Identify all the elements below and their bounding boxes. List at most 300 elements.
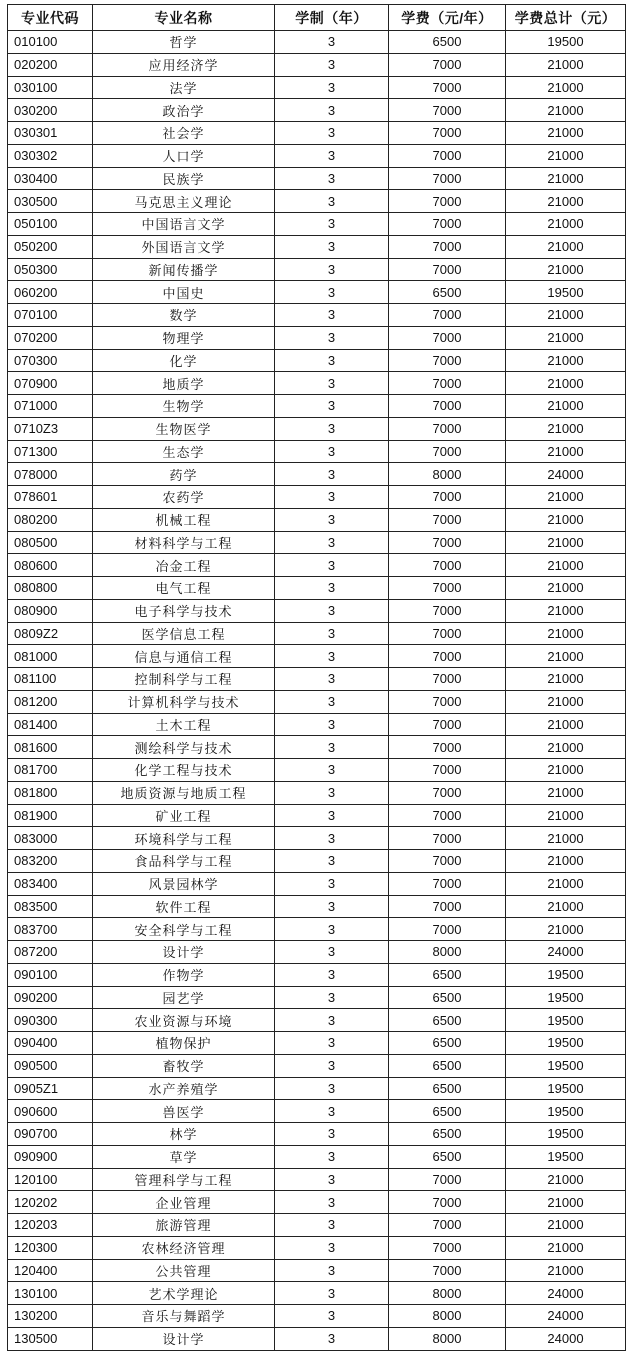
cell-tuition-per-year: 7000: [389, 99, 506, 122]
cell-major-code: 081600: [8, 736, 93, 759]
table-row: [8, 167, 626, 190]
cell-major-code: 120300: [8, 1236, 93, 1259]
cell-tuition-total: 24000: [506, 463, 626, 486]
table-row: [8, 827, 626, 850]
cell-tuition-total: 21000: [506, 668, 626, 691]
cell-tuition-per-year: 7000: [389, 645, 506, 668]
cell-major-code: 0809Z2: [8, 622, 93, 645]
table-row: [8, 713, 626, 736]
cell-tuition-per-year: 8000: [389, 1305, 506, 1328]
cell-major-code: 090500: [8, 1054, 93, 1077]
cell-duration: 3: [275, 668, 389, 691]
table-row: [8, 1145, 626, 1168]
cell-tuition-per-year: 7000: [389, 827, 506, 850]
cell-duration: 3: [275, 872, 389, 895]
cell-major-name: 地质资源与地质工程: [93, 781, 275, 804]
cell-major-code: 120203: [8, 1214, 93, 1237]
cell-tuition-total: 19500: [506, 1077, 626, 1100]
table-row: [8, 1123, 626, 1146]
cell-tuition-total: 21000: [506, 213, 626, 236]
cell-major-code: 090200: [8, 986, 93, 1009]
cell-duration: 3: [275, 440, 389, 463]
cell-major-code: 081700: [8, 759, 93, 782]
cell-tuition-per-year: 7000: [389, 372, 506, 395]
table-row: [8, 577, 626, 600]
cell-tuition-per-year: 7000: [389, 349, 506, 372]
table-row: [8, 1009, 626, 1032]
cell-duration: 3: [275, 918, 389, 941]
cell-tuition-total: 21000: [506, 508, 626, 531]
cell-major-code: 081100: [8, 668, 93, 691]
cell-major-code: 090900: [8, 1145, 93, 1168]
cell-tuition-total: 21000: [506, 577, 626, 600]
cell-major-name: 应用经济学: [93, 53, 275, 76]
table-row: [8, 99, 626, 122]
table-row: [8, 895, 626, 918]
table-row: [8, 1054, 626, 1077]
cell-tuition-total: 24000: [506, 1305, 626, 1328]
table-body: [8, 31, 626, 1351]
cell-major-code: 080600: [8, 554, 93, 577]
table-row: [8, 304, 626, 327]
cell-major-name: 电气工程: [93, 577, 275, 600]
cell-tuition-total: 21000: [506, 918, 626, 941]
cell-tuition-total: 21000: [506, 486, 626, 509]
cell-major-code: 090300: [8, 1009, 93, 1032]
table-row: [8, 622, 626, 645]
table-row: [8, 281, 626, 304]
cell-tuition-total: 19500: [506, 281, 626, 304]
cell-major-code: 020200: [8, 53, 93, 76]
cell-tuition-total: 19500: [506, 1009, 626, 1032]
cell-major-code: 070200: [8, 326, 93, 349]
cell-tuition-total: 19500: [506, 1032, 626, 1055]
cell-tuition-total: 21000: [506, 326, 626, 349]
table-row: [8, 1282, 626, 1305]
cell-duration: 3: [275, 1123, 389, 1146]
table-row: [8, 53, 626, 76]
cell-major-code: 081900: [8, 804, 93, 827]
cell-major-code: 010100: [8, 31, 93, 54]
cell-tuition-total: 21000: [506, 759, 626, 782]
table-row: [8, 395, 626, 418]
cell-major-code: 078000: [8, 463, 93, 486]
cell-major-name: 生物学: [93, 395, 275, 418]
cell-tuition-per-year: 7000: [389, 690, 506, 713]
cell-major-name: 企业管理: [93, 1191, 275, 1214]
cell-duration: 3: [275, 577, 389, 600]
table-row: [8, 372, 626, 395]
cell-duration: 3: [275, 508, 389, 531]
header-major-name: 专业名称: [93, 5, 275, 31]
cell-duration: 3: [275, 1077, 389, 1100]
cell-major-name: 作物学: [93, 963, 275, 986]
cell-major-name: 机械工程: [93, 508, 275, 531]
cell-duration: 3: [275, 963, 389, 986]
cell-duration: 3: [275, 31, 389, 54]
cell-duration: 3: [275, 827, 389, 850]
header-major-code: 专业代码: [8, 5, 93, 31]
cell-major-name: 社会学: [93, 122, 275, 145]
cell-tuition-per-year: 6500: [389, 1054, 506, 1077]
cell-duration: 3: [275, 144, 389, 167]
cell-tuition-per-year: 6500: [389, 31, 506, 54]
cell-tuition-total: 21000: [506, 53, 626, 76]
cell-major-name: 草学: [93, 1145, 275, 1168]
cell-duration: 3: [275, 645, 389, 668]
cell-tuition-per-year: 6500: [389, 963, 506, 986]
cell-duration: 3: [275, 349, 389, 372]
table-row: [8, 1032, 626, 1055]
cell-tuition-total: 21000: [506, 440, 626, 463]
cell-major-code: 120202: [8, 1191, 93, 1214]
cell-major-name: 植物保护: [93, 1032, 275, 1055]
cell-tuition-per-year: 7000: [389, 554, 506, 577]
cell-tuition-total: 21000: [506, 372, 626, 395]
cell-tuition-per-year: 7000: [389, 599, 506, 622]
cell-tuition-per-year: 7000: [389, 304, 506, 327]
cell-major-name: 管理科学与工程: [93, 1168, 275, 1191]
table-row: [8, 122, 626, 145]
cell-tuition-per-year: 7000: [389, 167, 506, 190]
table-row: [8, 486, 626, 509]
table-row: [8, 690, 626, 713]
cell-tuition-total: 21000: [506, 850, 626, 873]
table-row: [8, 850, 626, 873]
cell-duration: 3: [275, 463, 389, 486]
table-row: [8, 759, 626, 782]
table-row: [8, 645, 626, 668]
cell-tuition-per-year: 7000: [389, 76, 506, 99]
table-row: [8, 963, 626, 986]
cell-major-name: 人口学: [93, 144, 275, 167]
table-row: [8, 1327, 626, 1350]
cell-major-code: 090700: [8, 1123, 93, 1146]
cell-tuition-total: 19500: [506, 1100, 626, 1123]
cell-tuition-per-year: 7000: [389, 850, 506, 873]
header-tuition-total: 学费总计（元）: [506, 5, 626, 31]
cell-duration: 3: [275, 554, 389, 577]
cell-major-code: 081400: [8, 713, 93, 736]
cell-duration: 3: [275, 213, 389, 236]
cell-major-code: 030100: [8, 76, 93, 99]
cell-tuition-per-year: 8000: [389, 1282, 506, 1305]
cell-tuition-total: 21000: [506, 599, 626, 622]
tuition-table: [7, 4, 626, 1351]
cell-major-code: 071000: [8, 395, 93, 418]
cell-duration: 3: [275, 690, 389, 713]
cell-tuition-total: 19500: [506, 963, 626, 986]
cell-tuition-per-year: 7000: [389, 144, 506, 167]
cell-major-name: 农业资源与环境: [93, 1009, 275, 1032]
cell-duration: 3: [275, 850, 389, 873]
cell-duration: 3: [275, 986, 389, 1009]
cell-duration: 3: [275, 759, 389, 782]
cell-tuition-total: 21000: [506, 304, 626, 327]
cell-tuition-per-year: 7000: [389, 53, 506, 76]
table-row: [8, 417, 626, 440]
cell-tuition-total: 21000: [506, 690, 626, 713]
table-row: [8, 1168, 626, 1191]
cell-duration: 3: [275, 122, 389, 145]
cell-duration: 3: [275, 1054, 389, 1077]
table-row: [8, 258, 626, 281]
cell-tuition-per-year: 6500: [389, 1123, 506, 1146]
cell-duration: 3: [275, 1327, 389, 1350]
cell-tuition-per-year: 7000: [389, 668, 506, 691]
cell-tuition-total: 19500: [506, 31, 626, 54]
table-row: [8, 599, 626, 622]
cell-major-code: 0710Z3: [8, 417, 93, 440]
cell-tuition-per-year: 7000: [389, 213, 506, 236]
cell-tuition-per-year: 7000: [389, 1214, 506, 1237]
cell-major-name: 安全科学与工程: [93, 918, 275, 941]
cell-tuition-total: 24000: [506, 1327, 626, 1350]
cell-major-code: 083000: [8, 827, 93, 850]
cell-major-code: 081800: [8, 781, 93, 804]
cell-major-name: 电子科学与技术: [93, 599, 275, 622]
cell-major-code: 087200: [8, 941, 93, 964]
table-row: [8, 986, 626, 1009]
header-tuition-per-year: 学费（元/年）: [389, 5, 506, 31]
cell-tuition-per-year: 6500: [389, 1145, 506, 1168]
cell-tuition-per-year: 7000: [389, 122, 506, 145]
cell-major-name: 公共管理: [93, 1259, 275, 1282]
cell-major-name: 设计学: [93, 941, 275, 964]
cell-major-code: 090400: [8, 1032, 93, 1055]
cell-major-name: 艺术学理论: [93, 1282, 275, 1305]
cell-major-code: 030400: [8, 167, 93, 190]
cell-major-name: 食品科学与工程: [93, 850, 275, 873]
cell-major-code: 050300: [8, 258, 93, 281]
cell-duration: 3: [275, 167, 389, 190]
cell-tuition-per-year: 8000: [389, 463, 506, 486]
table-row: [8, 440, 626, 463]
cell-duration: 3: [275, 281, 389, 304]
cell-tuition-per-year: 7000: [389, 486, 506, 509]
cell-duration: 3: [275, 1259, 389, 1282]
cell-major-code: 030200: [8, 99, 93, 122]
cell-duration: 3: [275, 1282, 389, 1305]
cell-tuition-per-year: 7000: [389, 440, 506, 463]
cell-major-name: 外国语言文学: [93, 235, 275, 258]
cell-duration: 3: [275, 713, 389, 736]
table-row: [8, 349, 626, 372]
cell-tuition-total: 19500: [506, 1123, 626, 1146]
cell-tuition-total: 24000: [506, 1282, 626, 1305]
table-row: [8, 76, 626, 99]
cell-major-code: 030302: [8, 144, 93, 167]
cell-major-code: 130200: [8, 1305, 93, 1328]
cell-duration: 3: [275, 372, 389, 395]
cell-tuition-per-year: 7000: [389, 622, 506, 645]
cell-tuition-per-year: 7000: [389, 190, 506, 213]
cell-tuition-total: 21000: [506, 781, 626, 804]
cell-major-name: 兽医学: [93, 1100, 275, 1123]
cell-tuition-total: 21000: [506, 167, 626, 190]
cell-tuition-total: 21000: [506, 713, 626, 736]
cell-major-name: 物理学: [93, 326, 275, 349]
cell-major-code: 083400: [8, 872, 93, 895]
cell-tuition-per-year: 7000: [389, 713, 506, 736]
cell-duration: 3: [275, 258, 389, 281]
cell-duration: 3: [275, 76, 389, 99]
cell-major-code: 090100: [8, 963, 93, 986]
cell-duration: 3: [275, 395, 389, 418]
cell-major-name: 政治学: [93, 99, 275, 122]
cell-major-code: 070300: [8, 349, 93, 372]
cell-major-name: 林学: [93, 1123, 275, 1146]
cell-major-code: 080800: [8, 577, 93, 600]
cell-tuition-total: 21000: [506, 1168, 626, 1191]
cell-major-name: 医学信息工程: [93, 622, 275, 645]
cell-major-name: 药学: [93, 463, 275, 486]
cell-duration: 3: [275, 326, 389, 349]
cell-major-name: 软件工程: [93, 895, 275, 918]
cell-duration: 3: [275, 99, 389, 122]
cell-duration: 3: [275, 622, 389, 645]
cell-tuition-total: 21000: [506, 1191, 626, 1214]
cell-tuition-total: 24000: [506, 941, 626, 964]
cell-tuition-per-year: 8000: [389, 1327, 506, 1350]
cell-major-name: 生态学: [93, 440, 275, 463]
table-row: [8, 918, 626, 941]
cell-major-name: 设计学: [93, 1327, 275, 1350]
cell-major-name: 材料科学与工程: [93, 531, 275, 554]
cell-tuition-per-year: 6500: [389, 1009, 506, 1032]
cell-tuition-per-year: 8000: [389, 941, 506, 964]
cell-major-code: 083500: [8, 895, 93, 918]
cell-tuition-per-year: 6500: [389, 1077, 506, 1100]
table-row: [8, 736, 626, 759]
cell-major-name: 法学: [93, 76, 275, 99]
table-row: [8, 31, 626, 54]
cell-tuition-per-year: 7000: [389, 577, 506, 600]
cell-duration: 3: [275, 736, 389, 759]
table-row: [8, 1100, 626, 1123]
cell-major-name: 新闻传播学: [93, 258, 275, 281]
table-row: [8, 508, 626, 531]
cell-tuition-per-year: 7000: [389, 759, 506, 782]
cell-major-code: 050100: [8, 213, 93, 236]
cell-tuition-per-year: 7000: [389, 326, 506, 349]
table-row: [8, 1214, 626, 1237]
table-row: [8, 144, 626, 167]
cell-tuition-per-year: 6500: [389, 1100, 506, 1123]
cell-duration: 3: [275, 781, 389, 804]
table-row: [8, 1259, 626, 1282]
cell-major-name: 数学: [93, 304, 275, 327]
cell-duration: 3: [275, 1032, 389, 1055]
cell-tuition-total: 21000: [506, 395, 626, 418]
cell-tuition-total: 21000: [506, 531, 626, 554]
cell-major-code: 083200: [8, 850, 93, 873]
cell-major-code: 071300: [8, 440, 93, 463]
cell-tuition-total: 21000: [506, 144, 626, 167]
table-row: [8, 554, 626, 577]
cell-tuition-per-year: 6500: [389, 986, 506, 1009]
cell-duration: 3: [275, 531, 389, 554]
cell-tuition-total: 21000: [506, 1259, 626, 1282]
cell-major-name: 控制科学与工程: [93, 668, 275, 691]
table-row: [8, 326, 626, 349]
cell-tuition-total: 21000: [506, 1236, 626, 1259]
cell-tuition-per-year: 6500: [389, 1032, 506, 1055]
cell-duration: 3: [275, 804, 389, 827]
cell-duration: 3: [275, 1168, 389, 1191]
cell-tuition-per-year: 7000: [389, 1236, 506, 1259]
cell-tuition-per-year: 7000: [389, 508, 506, 531]
cell-major-name: 环境科学与工程: [93, 827, 275, 850]
table-row: [8, 531, 626, 554]
cell-major-code: 070900: [8, 372, 93, 395]
cell-tuition-total: 21000: [506, 827, 626, 850]
cell-tuition-per-year: 7000: [389, 872, 506, 895]
cell-tuition-per-year: 7000: [389, 417, 506, 440]
table-row: [8, 1191, 626, 1214]
cell-major-code: 090600: [8, 1100, 93, 1123]
cell-tuition-total: 21000: [506, 622, 626, 645]
cell-tuition-total: 21000: [506, 349, 626, 372]
table-row: [8, 781, 626, 804]
cell-tuition-per-year: 7000: [389, 1168, 506, 1191]
cell-tuition-total: 21000: [506, 235, 626, 258]
table-row: [8, 1236, 626, 1259]
table-row: [8, 1077, 626, 1100]
cell-major-name: 农药学: [93, 486, 275, 509]
cell-tuition-total: 21000: [506, 645, 626, 668]
cell-tuition-total: 19500: [506, 1054, 626, 1077]
cell-major-code: 081200: [8, 690, 93, 713]
cell-tuition-total: 21000: [506, 417, 626, 440]
cell-duration: 3: [275, 895, 389, 918]
cell-major-name: 马克思主义理论: [93, 190, 275, 213]
cell-tuition-total: 21000: [506, 895, 626, 918]
table-row: [8, 190, 626, 213]
cell-major-code: 081000: [8, 645, 93, 668]
cell-major-name: 测绘科学与技术: [93, 736, 275, 759]
cell-major-name: 水产养殖学: [93, 1077, 275, 1100]
cell-major-name: 矿业工程: [93, 804, 275, 827]
cell-major-name: 土木工程: [93, 713, 275, 736]
cell-duration: 3: [275, 1009, 389, 1032]
cell-major-code: 050200: [8, 235, 93, 258]
cell-major-code: 0905Z1: [8, 1077, 93, 1100]
cell-tuition-total: 21000: [506, 76, 626, 99]
table-row: [8, 463, 626, 486]
cell-major-code: 120400: [8, 1259, 93, 1282]
cell-tuition-per-year: 7000: [389, 895, 506, 918]
cell-tuition-total: 21000: [506, 258, 626, 281]
cell-duration: 3: [275, 1236, 389, 1259]
table-row: [8, 804, 626, 827]
cell-duration: 3: [275, 1305, 389, 1328]
cell-duration: 3: [275, 304, 389, 327]
header-duration: 学制（年）: [275, 5, 389, 31]
cell-major-name: 计算机科学与技术: [93, 690, 275, 713]
cell-major-name: 化学工程与技术: [93, 759, 275, 782]
table-row: [8, 872, 626, 895]
cell-major-name: 中国史: [93, 281, 275, 304]
cell-major-name: 生物医学: [93, 417, 275, 440]
cell-tuition-per-year: 7000: [389, 1259, 506, 1282]
cell-major-code: 120100: [8, 1168, 93, 1191]
cell-tuition-per-year: 7000: [389, 1191, 506, 1214]
cell-tuition-per-year: 7000: [389, 235, 506, 258]
cell-major-code: 078601: [8, 486, 93, 509]
cell-duration: 3: [275, 599, 389, 622]
table-row: [8, 668, 626, 691]
